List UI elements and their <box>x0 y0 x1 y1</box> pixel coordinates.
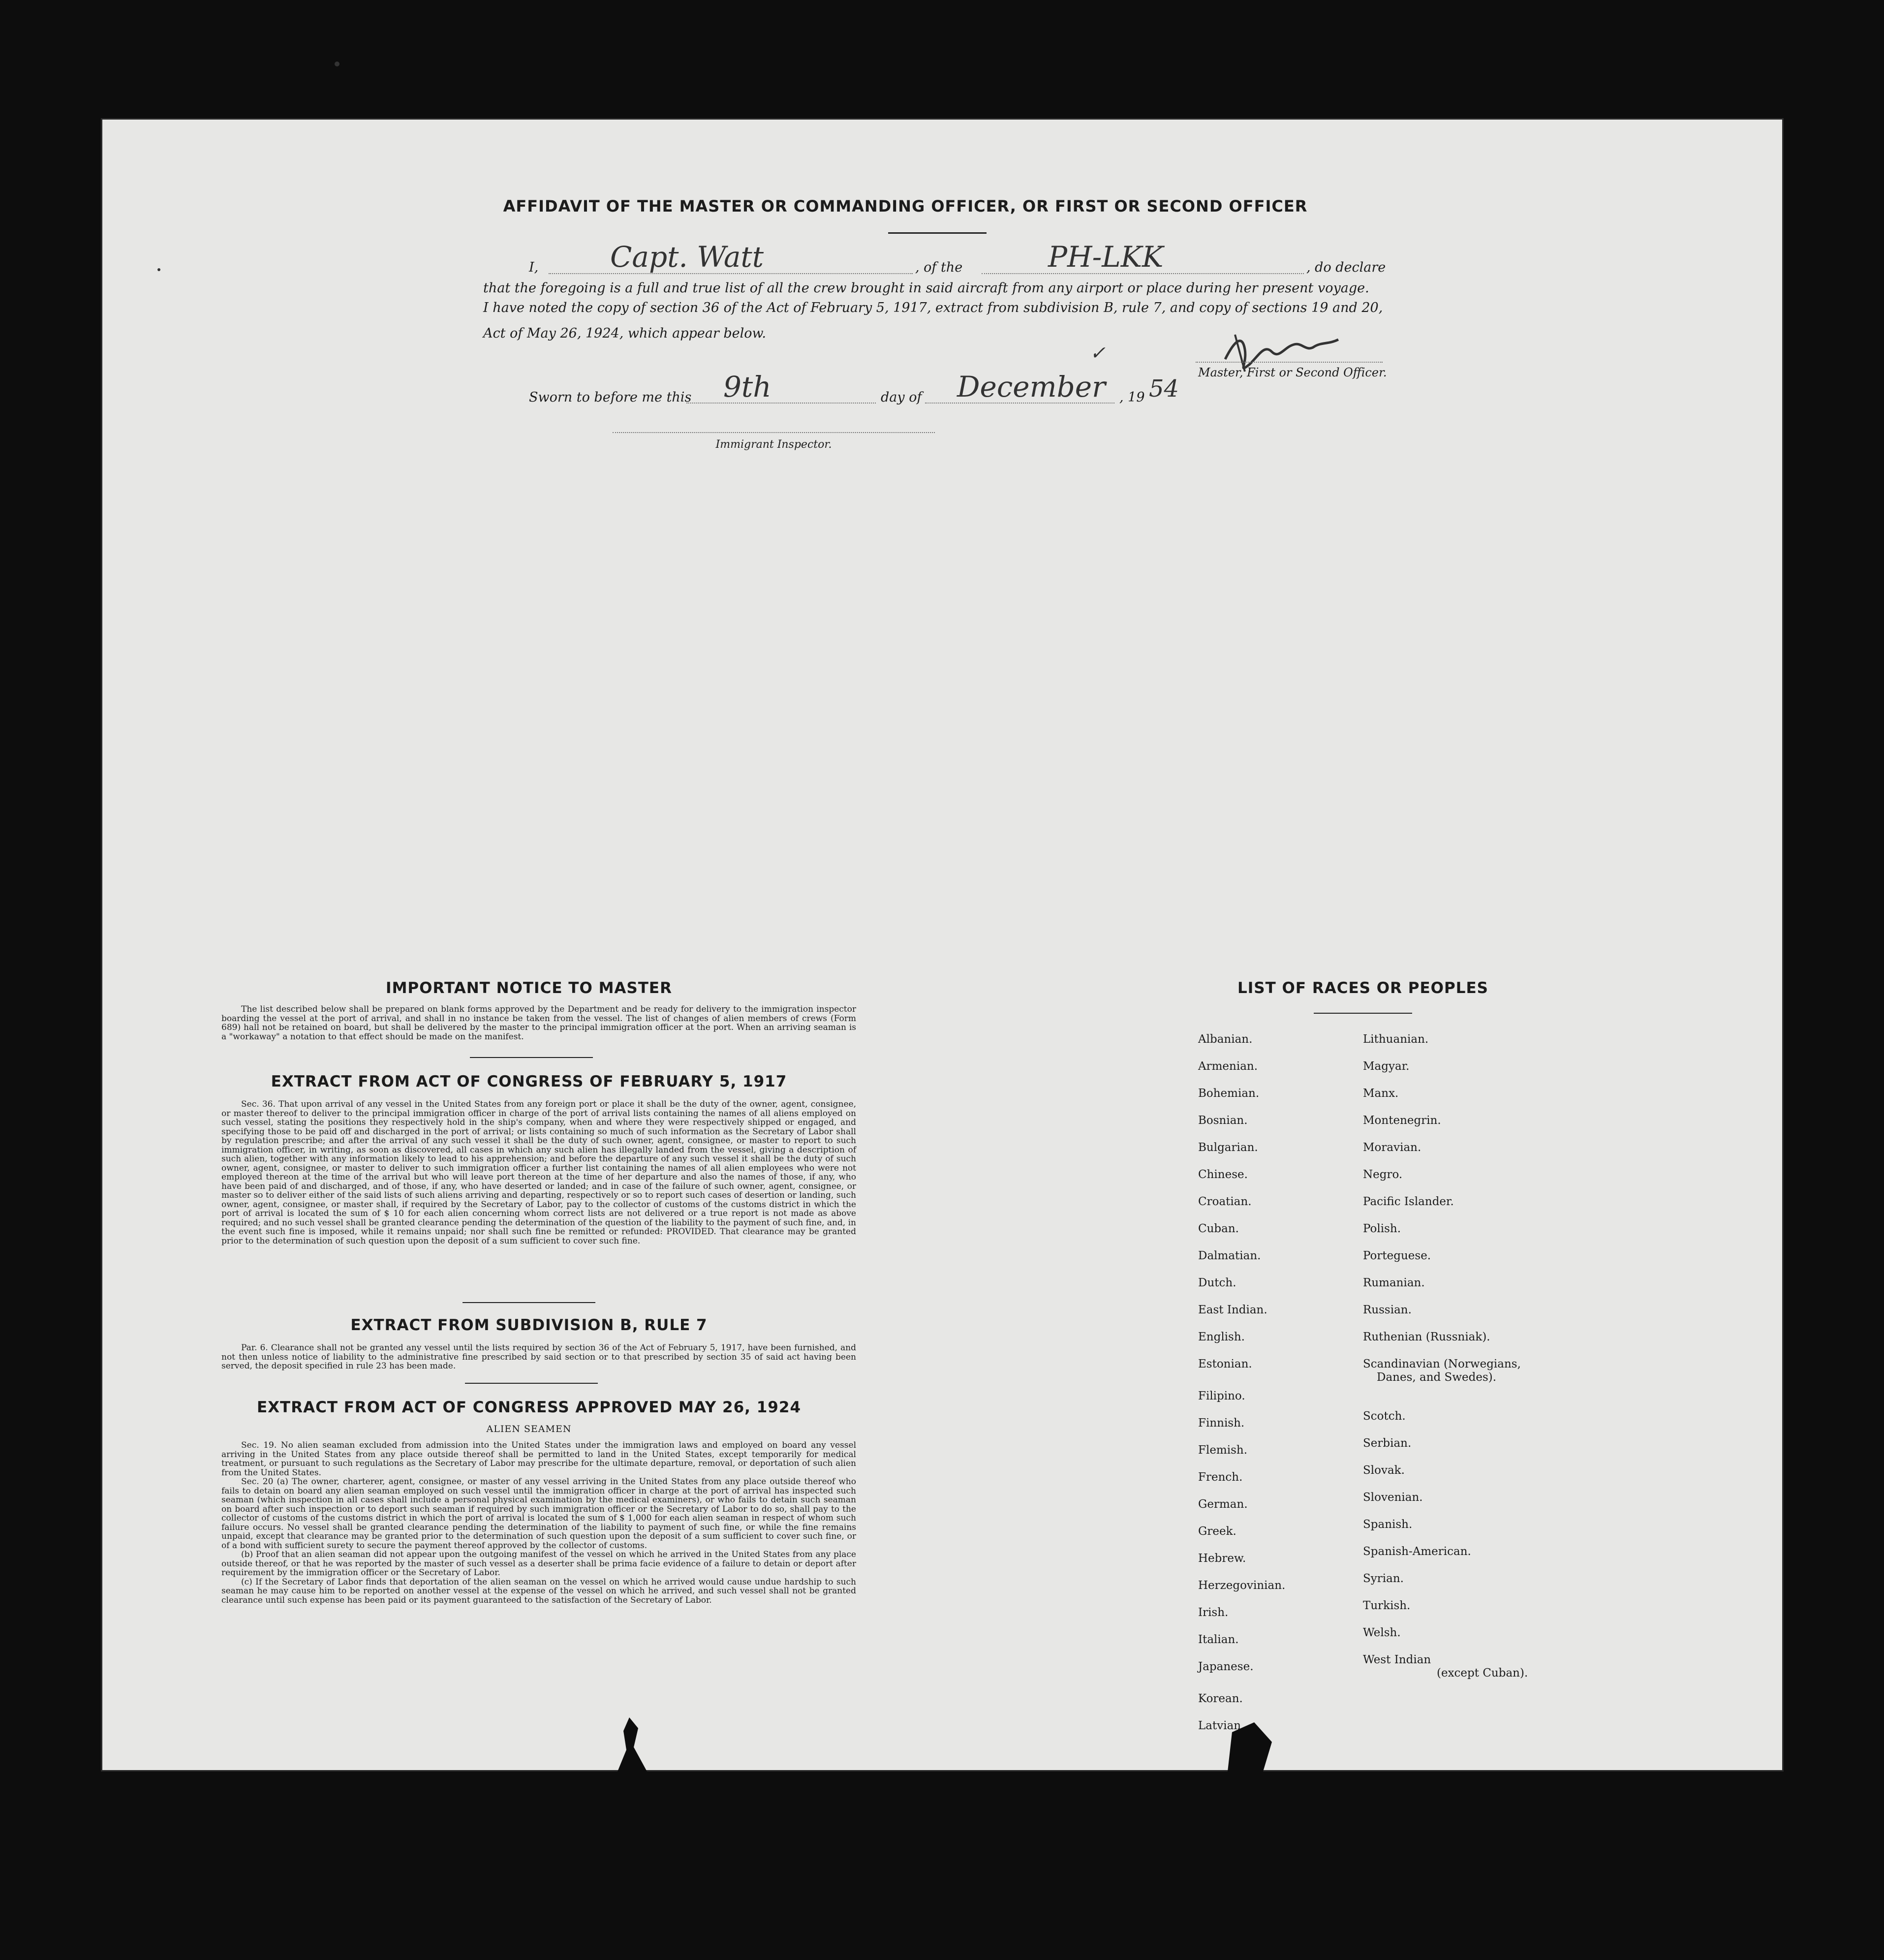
race-item: Chinese. <box>1198 1168 1248 1181</box>
race-item: Polish. <box>1363 1222 1401 1235</box>
affidavit-line1-middle: , of the <box>915 260 963 275</box>
race-item: Armenian. <box>1198 1060 1258 1073</box>
races-right-column <box>1363 1026 1528 1680</box>
divider <box>465 1383 598 1384</box>
sworn-prefix: Sworn to before me this <box>529 390 692 405</box>
sec-19-paragraph: Sec. 19. No alien seaman excluded from admission into the United States under the immigration laws and employed on board any vessel arriving in the United States from any place outside thereof shall be permitted to land in the United States, except temporarily for medical treatment, or pursuant to such regulations as the Secretary of Labor may prescribe for the ultimate departure, removal, or deportation of such alien from the United States. <box>221 1440 856 1478</box>
handwritten-month: December <box>957 370 1106 404</box>
notice-title: IMPORTANT NOTICE TO MASTER <box>386 979 672 997</box>
officer-label: Master, First or Second Officer. <box>1198 366 1387 379</box>
race-item: Dutch. <box>1198 1276 1236 1289</box>
race-item: Irish. <box>1198 1606 1229 1619</box>
scan-speck <box>335 62 340 66</box>
race-item: German. <box>1198 1498 1248 1511</box>
race-item: Greek. <box>1198 1525 1236 1538</box>
affidavit-line1-prefix: I, <box>529 260 539 275</box>
day-blank <box>686 403 876 404</box>
race-item: Pacific Islander. <box>1363 1195 1454 1208</box>
race-item: Korean. <box>1198 1692 1243 1705</box>
extract-1917-text: Sec. 36. That upon arrival of any vessel in the United States from any foreign port or place it shall be the duty of the owner, agent, consignee, or master thereof to deliver to the principal immigration officer in charge of the port of arrival lists containing the names of all aliens employed on such vessel, stating the positions they respectively hold in the ship's company, when and where they were respectively shipped or engaged, and specifying those to be paid off and discharged in the port of arrival; or lists containing so much of such information as the Secretary of Labor shall by regulation prescribe; and after the arrival of any such vessel it shall be the duty of such owner, agent, consignee, or master to report to such immigration officer, in writing, as soon as discovered, all cases in which any such alien has illegally landed from the vessel, giving a description of such alien, together with any information likely to lead to his apprehension; and before the departure of any such vessel it shall be the duty of such owner, agent, consignee, or master to deliver to such immigration officer a further list containing the names of all alien employees who were not employed thereon at the time of the arrival but who will leave port thereon at the time of her departure and also the names of those, if any, who have been paid of and discharged, and of those, if any, who have deserted or landed; and in case of the failure of such owner, agent, consignee, or master so to deliver either of the said lists of such aliens arriving and departing, respectively or so to report such cases of desertion or landing, such owner, agent, consignee, or master shall, if required by the Secretary of Labor, pay to the collector of customs of the customs district in which the port of arrival is located the sum of $ 10 for each alien concerning whom correct lists are not delivered or a true report is not made as above required; and no such vessel shall be granted clearance pending the determination of the question of the liability to the payment of such fine, and, in the event such fine is imposed, while it remains unpaid; nor shall such fine be remitted or refunded: PROVIDED. That clearance may be granted prior to the determination of such question upon the deposit of a sum sufficient to cover such fine. <box>221 1099 856 1246</box>
signature-blank <box>1196 362 1383 363</box>
race-item: Flemish. <box>1198 1444 1248 1457</box>
race-item: Montenegrin. <box>1363 1114 1441 1127</box>
race-item: Slovak. <box>1363 1464 1405 1477</box>
race-item: Estonian. <box>1198 1358 1252 1370</box>
race-item: East Indian. <box>1198 1304 1267 1316</box>
race-item: Porteguese. <box>1363 1249 1431 1262</box>
race-item: Scandinavian (Norwegians, <box>1363 1358 1521 1370</box>
rule7-text: Par. 6. Clearance shall not be granted any vessel until the lists required by section 36 of the Act of February 5, 1917, have been furnished, and not then unless notice of liability to the administrative fine prescribed by said section or to that prescribed by section 35 of said act having been served, the deposit specified in rule 23 has been made. <box>221 1343 856 1371</box>
notice-text: The list described below shall be prepared on blank forms approved by the Department and be ready for delivery to the immigration inspector boarding the vessel at the port of arrival, and shall in no instance be taken from the vessel. The list of changes of alien members of crews (Form 689) hall not be retained on board, but shall be delivered by the master to the principal immigration officer at the port. When an arriving seaman is a "workaway" a notation to that effect should be made on the manifest. <box>221 1004 856 1042</box>
race-item: Russian. <box>1363 1304 1412 1316</box>
affidavit-line1-suffix: , do declare <box>1306 260 1386 275</box>
handwritten-year: 54 <box>1149 375 1179 403</box>
divider <box>463 1302 595 1303</box>
race-item: Latvian <box>1198 1719 1241 1732</box>
race-item: Cuban. <box>1198 1222 1239 1235</box>
day-of-label: day of <box>881 390 922 405</box>
extract-1924-subtitle: ALIEN SEAMEN <box>486 1424 572 1434</box>
extract-1924-title: EXTRACT FROM ACT OF CONGRESS APPROVED MAY 26, 1924 <box>256 1399 802 1416</box>
race-item: Danes, and Swedes). <box>1377 1371 1497 1384</box>
affidavit-line4: Act of May 26, 1924, which appear below. <box>483 326 766 341</box>
year-prefix: , 19 <box>1119 390 1145 405</box>
handwritten-day: 9th <box>723 370 772 404</box>
race-item: Hebrew. <box>1198 1552 1246 1565</box>
scan-speck <box>157 268 160 271</box>
race-item: Syrian. <box>1363 1572 1404 1585</box>
race-item: Lithuanian. <box>1363 1033 1429 1046</box>
race-item: Serbian. <box>1363 1437 1412 1450</box>
race-item: (except Cuban). <box>1437 1667 1528 1680</box>
race-item: Bosnian. <box>1198 1114 1248 1127</box>
affidavit-title: AFFIDAVIT OF THE MASTER OR COMMANDING OFFICER, OR FIRST OR SECOND OFFICER <box>503 197 1308 216</box>
race-item: Turkish. <box>1363 1599 1411 1612</box>
race-item: Croatian. <box>1198 1195 1252 1208</box>
race-item: Negro. <box>1363 1168 1403 1181</box>
inspector-label: Immigrant Inspector. <box>715 438 832 451</box>
race-item: Moravian. <box>1363 1141 1421 1154</box>
race-item: Herzegovinian. <box>1198 1579 1286 1592</box>
race-item: Magyar. <box>1363 1060 1410 1073</box>
sec-20a-paragraph: Sec. 20 (a) The owner, charterer, agent, consignee, or master of any vessel arriving in the United States from any place outside thereof who fails to detain on board any alien seaman employed on such vessel until the immigration officer in charge at the port of arrival has inspected such seaman (which inspection in all cases shall include a personal physical examination by the medical examiners), or who fails to detain such seaman on board after such inspection or to deport such seaman if required by such immigration officer or the Secretary of Labor to do so, shall pay to the collector of customs of the customs district in which the port of arrival is located the sum of $ 1,000 for each alien seaman in respect of whom such failure occurs. No vessel shall be granted clearance pending the determination of the liability to payment of such fine, or while the fine remains unpaid, except that clearance may be granted prior to the determination of such question upon the deposit of a sum sufficient to cover such fine, or of a bond with sufficient surety to secure the payment thereof approved by the collector of customs. <box>221 1477 856 1551</box>
race-item: Slovenian. <box>1363 1491 1423 1504</box>
affidavit-line3: I have noted the copy of section 36 of the Act of February 5, 1917, extract from subdivision B, rule 7, and copy of sections 19 and 20, <box>483 300 1383 315</box>
race-item: Albanian. <box>1198 1033 1253 1046</box>
race-item: Italian. <box>1198 1633 1239 1646</box>
divider <box>1314 1013 1412 1014</box>
race-item: Welsh. <box>1363 1626 1401 1639</box>
inspector-blank <box>613 432 935 433</box>
race-item: Rumanian. <box>1363 1276 1425 1289</box>
divider <box>470 1057 593 1058</box>
race-item: Japanese. <box>1198 1660 1254 1673</box>
race-item: French. <box>1198 1471 1243 1484</box>
race-item: Dalmatian. <box>1198 1249 1261 1262</box>
sec-20c-paragraph: (c) If the Secretary of Labor finds that deportation of the alien seaman on the vessel on which he arrived would cause undue hardship to such seaman he may cause him to be reported on another vessel at the expense of the vessel on which he arrived, and such vessel shall not be granted clearance until such expense has been paid or its payment guaranteed to the satisfaction of the Secretary of Labor. <box>221 1577 856 1605</box>
sec-20b-paragraph: (b) Proof that an alien seaman did not appear upon the outgoing manifest of the vessel on which he arrived in the United States from any place outside thereof, or that he was reported by the master of such vessel as a deserter shall be prima facie evidence of a failure to detain or deport after requirement by the immigration officer or the Secretary of Labor. <box>221 1550 856 1578</box>
race-item: Manx. <box>1363 1087 1399 1100</box>
race-item: Bohemian. <box>1198 1087 1260 1100</box>
race-item: Scotch. <box>1363 1410 1406 1423</box>
races-left-column <box>1198 1026 1285 1740</box>
extract-1917-title: EXTRACT FROM ACT OF CONGRESS OF FEBRUARY 5, 1917 <box>271 1073 787 1090</box>
rule7-title: EXTRACT FROM SUBDIVISION B, RULE 7 <box>350 1316 708 1334</box>
handwritten-master-name: Capt. Watt <box>610 240 764 274</box>
race-item: English. <box>1198 1331 1245 1343</box>
extract-1924-body <box>221 1441 856 1605</box>
race-item: Spanish-American. <box>1363 1545 1471 1558</box>
affidavit-line2: that the foregoing is a full and true list of all the crew brought in said aircraft from any airport or place during her present voyage. <box>483 280 1369 296</box>
title-divider <box>888 232 987 234</box>
handwritten-aircraft: PH-LKK <box>1048 240 1164 274</box>
races-title: LIST OF RACES OR PEOPLES <box>1237 979 1489 997</box>
race-item: Finnish. <box>1198 1417 1245 1430</box>
race-item: West Indian <box>1363 1653 1431 1666</box>
race-item: Filipino. <box>1198 1390 1245 1402</box>
check-mark: ✓ <box>1090 342 1106 364</box>
race-item: Spanish. <box>1363 1518 1413 1531</box>
race-item: Ruthenian (Russniak). <box>1363 1331 1490 1343</box>
race-item: Bulgarian. <box>1198 1141 1258 1154</box>
